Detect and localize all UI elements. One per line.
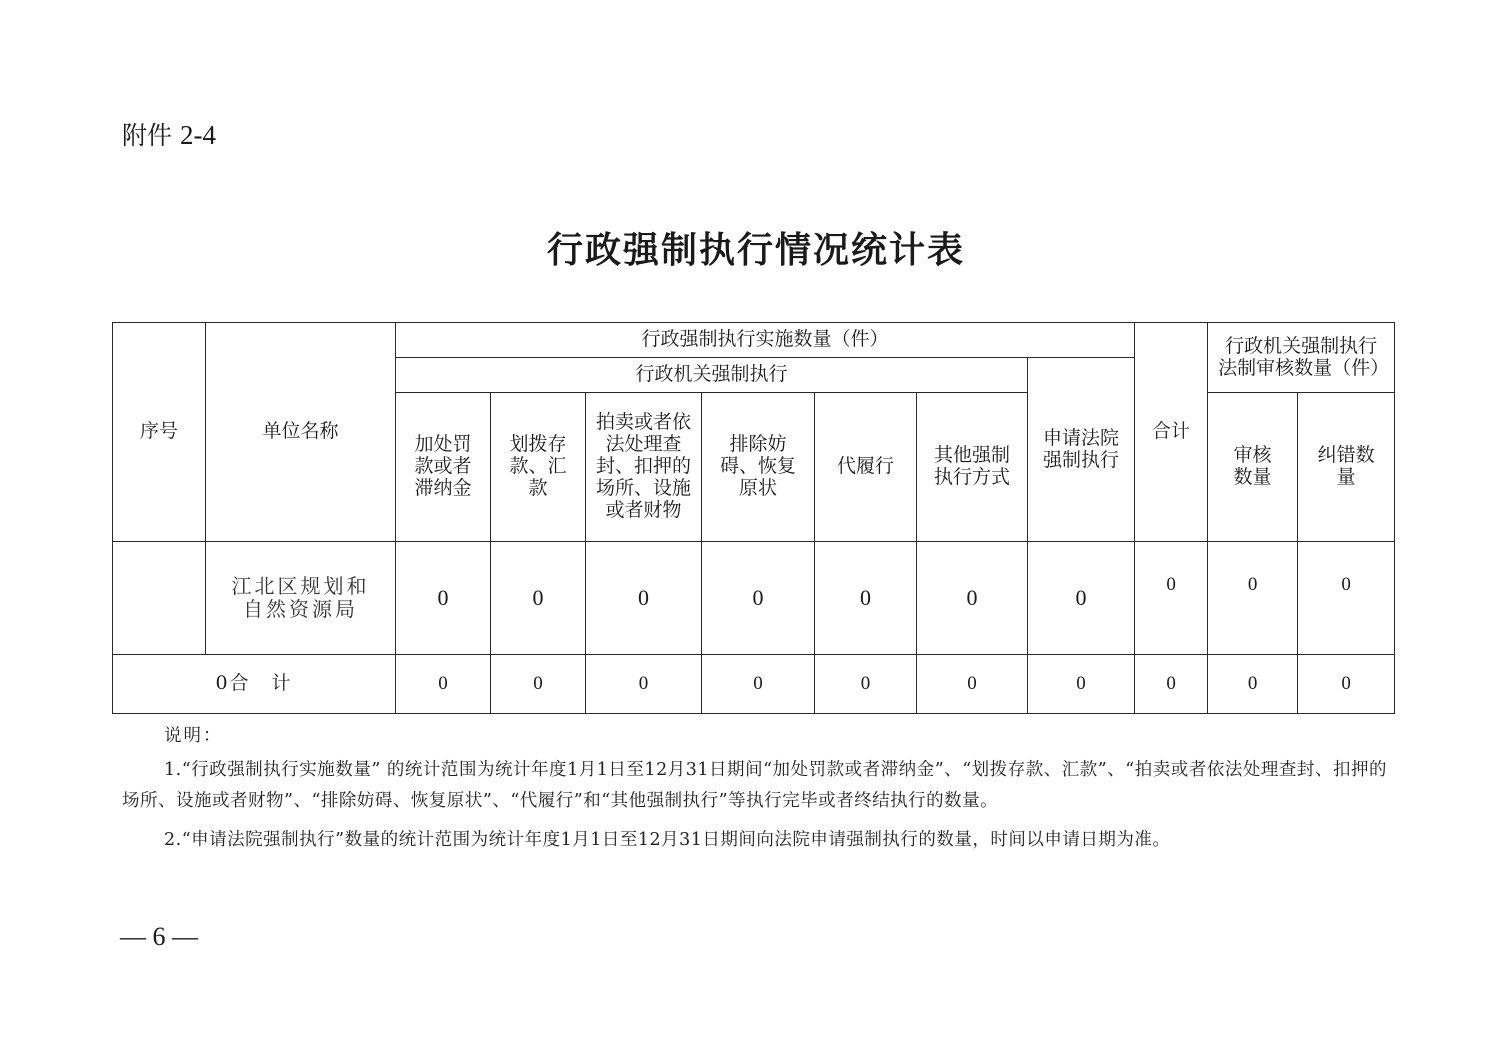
total-correct: 0 xyxy=(1298,655,1395,714)
header-other: 其他强制执行方式 xyxy=(917,393,1028,542)
note-item-2: 2.“申请法院强制执行”数量的统计范围为统计年度1月1日至12月31日期间向法院申请强制执行的数量，时间以申请日期为准。 xyxy=(164,830,1171,850)
total-transfer: 0 xyxy=(491,655,586,714)
note-item-1: 1.“行政强制执行实施数量” 的统计范围为统计年度1月1日至12月31日期间“加处罚款或者滞纳金”、“划拨存款、汇款”、“拍卖或者依法处理查封、扣押的场所、设施或者财物”、“排除妨碍、恢复原状”、“代履行”和“其他强制执行”等执行完毕或者终结执行的数量。 xyxy=(122,760,1387,811)
page-number: — 6 — xyxy=(120,922,198,951)
cell-court: 0 xyxy=(1028,542,1135,655)
unit-name-line2: 自然资源局 xyxy=(243,597,358,621)
statistics-table xyxy=(112,322,1395,714)
header-court: 申请法院强制执行 xyxy=(1028,358,1135,542)
header-correct: 纠错数量 xyxy=(1298,393,1395,542)
cell-substitute: 0 xyxy=(815,542,917,655)
cell-auction: 0 xyxy=(586,542,702,655)
page-title: 行政强制执行情况统计表 xyxy=(546,229,965,271)
header-substitute: 代履行 xyxy=(815,393,917,542)
total-substitute: 0 xyxy=(815,655,917,714)
cell-fine: 0 xyxy=(396,542,491,655)
total-auction: 0 xyxy=(586,655,702,714)
notes-heading: 说明： xyxy=(164,726,223,746)
total-fine: 0 xyxy=(396,655,491,714)
row-unit-name xyxy=(206,542,396,655)
cell-correct: 0 xyxy=(1298,542,1395,655)
cell-review: 0 xyxy=(1208,542,1298,655)
cell-transfer: 0 xyxy=(491,542,586,655)
row-seq xyxy=(113,542,206,655)
attachment-number: 2-4 xyxy=(179,120,216,150)
attachment-label xyxy=(122,116,216,152)
total-row xyxy=(113,655,1395,714)
cell-other: 0 xyxy=(917,542,1028,655)
header-admin-group: 行政机关强制执行 xyxy=(396,358,1028,393)
header-impl-group: 行政强制执行实施数量（件） xyxy=(396,323,1135,358)
header-review-group: 行政机关强制执行法制审核数量（件） xyxy=(1208,323,1395,393)
total-label: 0合 计 xyxy=(113,655,396,714)
total-other: 0 xyxy=(917,655,1028,714)
header-review: 审核数量 xyxy=(1208,393,1298,542)
table-row xyxy=(113,542,1395,655)
total-total: 0 xyxy=(1135,655,1208,714)
attachment-prefix: 附件 xyxy=(122,121,173,150)
cell-total: 0 xyxy=(1135,542,1208,655)
header-total: 合计 xyxy=(1135,323,1208,542)
total-remove: 0 xyxy=(702,655,815,714)
header-fine: 加处罚款或者滞纳金 xyxy=(396,393,491,542)
header-transfer: 划拨存款、汇款 xyxy=(491,393,586,542)
header-seq: 序号 xyxy=(113,323,206,542)
header-auction: 拍卖或者依法处理查封、扣押的场所、设施或者财物 xyxy=(586,393,702,542)
header-remove: 排除妨碍、恢复原状 xyxy=(702,393,815,542)
cell-remove: 0 xyxy=(702,542,815,655)
total-review: 0 xyxy=(1208,655,1298,714)
total-court: 0 xyxy=(1028,655,1135,714)
notes-section xyxy=(122,722,1387,864)
unit-name-line1: 江北区规划和 xyxy=(231,574,370,598)
header-unit-name: 单位名称 xyxy=(206,323,396,542)
